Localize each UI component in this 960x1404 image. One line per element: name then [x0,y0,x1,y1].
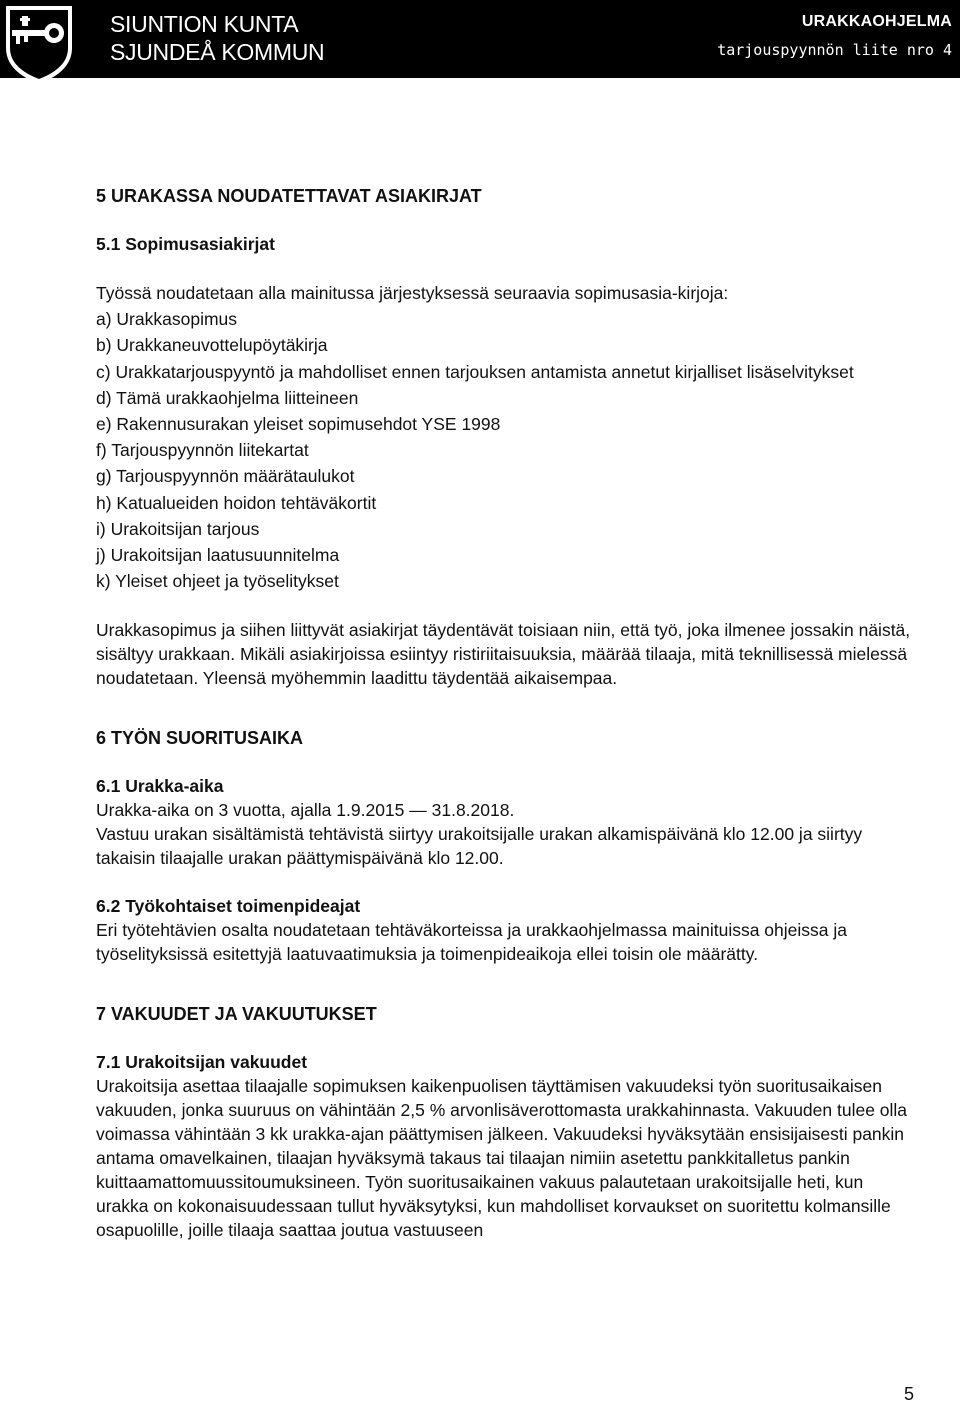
list-item: b) Urakkaneuvottelupöytäkirja [96,335,328,356]
municipal-crest-key-icon [2,2,76,86]
section-6-2-heading: 6.2 Työkohtaiset toimenpideajat [96,896,361,917]
section-6-1-period: Urakka-aika on 3 vuotta, ajalla 1.9.2015 — 31.8.2018. [96,800,515,821]
list-item: e) Rakennusurakan yleiset sopimusehdot YSE 1998 [96,414,501,435]
section-6-heading: 6 TYÖN SUORITUSAIKA [96,728,304,749]
list-item: j) Urakoitsijan laatusuunnitelma [96,545,340,566]
document-meta [717,8,952,64]
contract-documents-list [96,306,916,594]
section-6-1-heading: 6.1 Urakka-aika [96,776,224,797]
list-item: f) Tarjouspyynnön liitekartat [96,440,309,461]
list-item: a) Urakkasopimus [96,309,238,330]
section-6-2-text: Eri työtehtävien osalta noudatetaan tehtäväkorteissa ja urakkaohjelmassa mainituissa ohjeissa ja työselityksissä esitettyjä laatuvaatimuksia ja toimenpideaikoja ellei toisin ole määrätty. [96,920,847,965]
section-7-1-heading: 7.1 Urakoitsijan vakuudet [96,1052,308,1073]
section-5-1-intro: Työssä noudatetaan alla mainitussa järjestyksessä seuraavia sopimusasia-kirjoja: [96,283,729,303]
list-item: h) Katualueiden hoidon tehtäväkortit [96,492,377,513]
section-7-heading: 7 VAKUUDET JA VAKUUTUKSET [96,1004,377,1025]
list-item: i) Urakoitsijan tarjous [96,518,260,539]
list-item: g) Tarjouspyynnön määrätaulukot [96,466,355,487]
document-title: URAKKAOHJELMA [801,13,952,30]
document-body [96,184,916,1242]
section-5-1-closing: Urakkasopimus ja siihen liittyvät asiakirjat täydentävät toisiaan niin, että työ, joka ilmenee jossakin näistä, sisältyy urakkaan. Mikäli asiakirjoissa esiintyy ristiriitaisuuksia, määrää tilaaja, mitä teknillisessä mielessä noudatetaan. Yleensä myöhemmin laadittu täydentää aikaisempaa. [96,620,911,689]
section-6-1-text: Vastuu urakan sisältämistä tehtävistä siirtyy urakoitsijalle urakan alkamispäivänä klo 12.00 ja siirtyy takaisin tilaajalle urakan päättymispäivänä klo 12.00. [96,824,863,869]
list-item: c) Urakkatarjouspyyntö ja mahdolliset ennen tarjouksen antamista annetut kirjalliset lisäselvitykset [96,361,854,382]
section-5-1-heading: 5.1 Sopimusasiakirjat [96,234,275,254]
organization-name-sv: SJUNDEÅ KOMMUN [110,39,325,65]
page-number: 5 [903,1384,914,1404]
list-item: d) Tämä urakkaohjelma liitteineen [96,387,359,408]
document-subtitle: tarjouspyynnön liite nro 4 [717,41,952,59]
organization-name [110,10,324,66]
organization-name-fi: SIUNTION KUNTA [110,11,299,37]
list-item: k) Yleiset ohjeet ja työselitykset [96,571,339,592]
section-5-heading: 5 URAKASSA NOUDATETTAVAT ASIAKIRJAT [96,186,482,206]
page-header [0,0,960,78]
section-7-1-text: Urakoitsija asettaa tilaajalle sopimuksen kaikenpuolisen täyttämisen vakuudeksi työn suoritusaikaisen vakuuden, jonka suuruus on vähintään 2,5 % arvonlisäverottomasta urakkahinnasta. Vakuuden tulee olla voimassa vähintään 3 kk urakka-ajan päättymisen jälkeen. Vakuudeksi hyväksytään ensisijaisesti pankin antama omavelkainen, tilaajan hyväksymä takaus tai tilaajan nimiin asetettu pankkitalletus pankin kuittaamattomuussitoumuksineen. Työn suoritusaikainen vakuus palautetaan urakoitsijalle heti, kun urakka on kokonaisuudessaan tullut hyväksytyksi, kun mahdolliset korvaukset on suoritettu kolmansille osapuolille, joille tilaaja saattaa joutua vastuuseen [96,1076,908,1241]
